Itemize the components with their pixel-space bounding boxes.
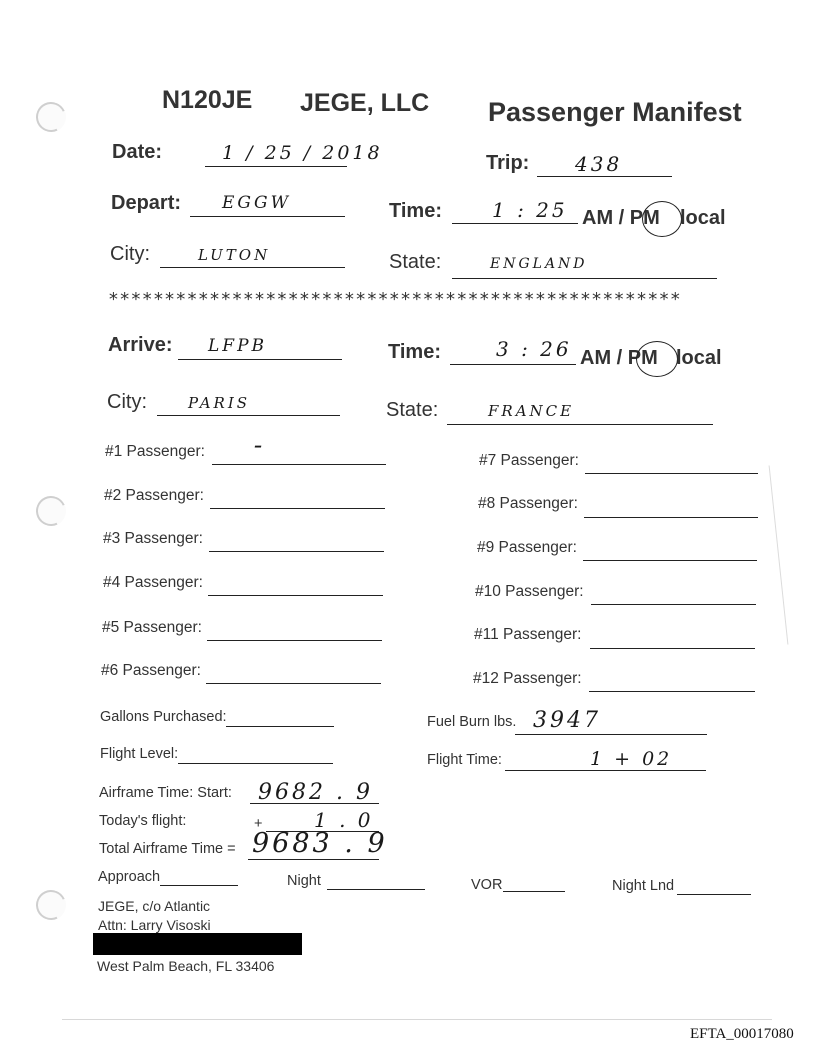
arrive-city-value[interactable]: PARIS (188, 394, 251, 412)
depart-time-value[interactable]: 1 : 25 (492, 198, 568, 222)
arrive-state-line (447, 424, 713, 425)
binder-hole-middle (32, 492, 70, 530)
airframe-start-value[interactable]: 9682 . 9 (258, 780, 373, 805)
depart-value[interactable]: EGGW (222, 193, 292, 213)
passenger-3-label: #3 Passenger: (103, 530, 203, 547)
fuel-burn-line (515, 734, 707, 735)
passenger-12-line[interactable] (589, 691, 755, 692)
total-airframe-label: Total Airframe Time = (99, 841, 236, 857)
passenger-7-line[interactable] (585, 473, 758, 474)
depart-pm-circle (642, 201, 682, 237)
arrive-state-label: State: (386, 399, 439, 421)
night-lnd-line[interactable] (677, 894, 751, 895)
depart-time-line (452, 223, 578, 224)
address-line-2: Attn: Larry Visoski (98, 917, 211, 933)
page-title: Passenger Manifest (488, 97, 742, 127)
arrive-line (178, 359, 342, 360)
address-line-4: West Palm Beach, FL 33406 (97, 958, 275, 974)
depart-time-label: Time: (389, 200, 442, 222)
passenger-5-label: #5 Passenger: (102, 619, 202, 636)
flight-level-label: Flight Level: (100, 746, 179, 762)
arrive-city-label: City: (107, 391, 147, 413)
flight-time-value[interactable]: 1 + 02 (590, 748, 673, 770)
address-line-1: JEGE, c/o Atlantic (98, 898, 211, 914)
passenger-6-label: #6 Passenger: (101, 662, 201, 679)
night-lnd-label: Night Lnd (612, 878, 675, 894)
depart-city-value[interactable]: LUTON (198, 246, 271, 264)
gallons-line[interactable] (226, 726, 334, 727)
depart-label: Depart: (111, 192, 182, 214)
passenger-7-label: #7 Passenger: (479, 452, 579, 469)
date-label: Date: (112, 141, 163, 163)
vor-label: VOR (471, 877, 503, 893)
depart-state-line (452, 278, 717, 279)
depart-state-value[interactable]: ENGLAND (490, 256, 588, 272)
arrive-pm-circle (636, 341, 678, 377)
arrive-value[interactable]: LFPB (208, 336, 268, 356)
night-label: Night (287, 873, 321, 889)
depart-city-line (160, 267, 345, 268)
passenger-8-line[interactable] (584, 517, 758, 518)
fuel-burn-label: Fuel Burn lbs. (427, 714, 517, 730)
date-value[interactable]: 1 / 25 / 2018 (222, 142, 383, 164)
binder-hole-top (32, 98, 70, 136)
trip-value[interactable]: 438 (575, 152, 623, 176)
passenger-1-line (212, 464, 386, 465)
arrive-time-line (450, 364, 576, 365)
passenger-2-label: #2 Passenger: (104, 487, 204, 504)
total-airframe-value[interactable]: 9683 . 9 (252, 828, 388, 859)
arrive-time-label: Time: (388, 341, 441, 363)
todays-flight-label: Today's flight: (99, 813, 187, 829)
passenger-4-label: #4 Passenger: (103, 574, 203, 591)
passenger-11-line[interactable] (590, 648, 755, 649)
company-name: JEGE, LLC (300, 89, 430, 117)
passenger-9-label: #9 Passenger: (477, 539, 577, 556)
night-line[interactable] (327, 889, 425, 890)
depart-city-label: City: (110, 243, 150, 265)
passenger-5-line[interactable] (207, 640, 382, 641)
redaction-bar (93, 933, 302, 955)
passenger-10-line[interactable] (591, 604, 756, 605)
document-id: EFTA_00017080 (690, 1026, 794, 1042)
approach-line[interactable] (160, 885, 238, 886)
todays-flight-plus: + (254, 816, 263, 832)
passenger-11-label: #11 Passenger: (474, 626, 582, 643)
flight-time-label: Flight Time: (427, 752, 502, 768)
flight-time-line (505, 770, 706, 771)
page-bottom-edge (62, 1019, 772, 1020)
arrive-time-suffix: local (676, 347, 722, 369)
passenger-1-label: #1 Passenger: (105, 443, 205, 460)
depart-ampm: AM / PM (582, 207, 660, 229)
passenger-1-value[interactable]: – (254, 436, 265, 455)
depart-line (190, 216, 345, 217)
section-separator: *************************************************** (108, 289, 682, 310)
todays-flight-value[interactable]: 1 . 0 (314, 808, 374, 832)
arrive-city-line (157, 415, 340, 416)
arrive-ampm: AM / PM (580, 347, 658, 369)
passenger-6-line[interactable] (206, 683, 381, 684)
trip-line (537, 176, 672, 177)
vor-line[interactable] (503, 891, 565, 892)
arrive-time-value[interactable]: 3 : 26 (496, 337, 572, 361)
passenger-9-line[interactable] (583, 560, 757, 561)
date-line (205, 166, 347, 167)
depart-state-label: State: (389, 251, 442, 273)
passenger-8-label: #8 Passenger: (478, 495, 578, 512)
binder-hole-bottom (32, 886, 70, 924)
passenger-12-label: #12 Passenger: (473, 670, 582, 687)
fuel-burn-value[interactable]: 3947 (533, 708, 601, 733)
trip-label: Trip: (486, 152, 530, 174)
arrive-state-value[interactable]: FRANCE (488, 402, 575, 420)
passenger-4-line[interactable] (208, 595, 383, 596)
approach-label: Approach (98, 869, 161, 885)
tail-number: N120JE (162, 86, 253, 114)
passenger-2-line[interactable] (210, 508, 385, 509)
passenger-10-label: #10 Passenger: (475, 583, 584, 600)
arrive-label: Arrive: (108, 334, 173, 356)
gallons-label: Gallons Purchased: (100, 709, 227, 725)
total-airframe-line (248, 859, 379, 860)
passenger-3-line[interactable] (209, 551, 384, 552)
airframe-start-label: Airframe Time: Start: (99, 785, 232, 801)
flight-level-line[interactable] (178, 763, 333, 764)
depart-time-suffix: local (680, 207, 726, 229)
page-right-edge (769, 465, 789, 644)
